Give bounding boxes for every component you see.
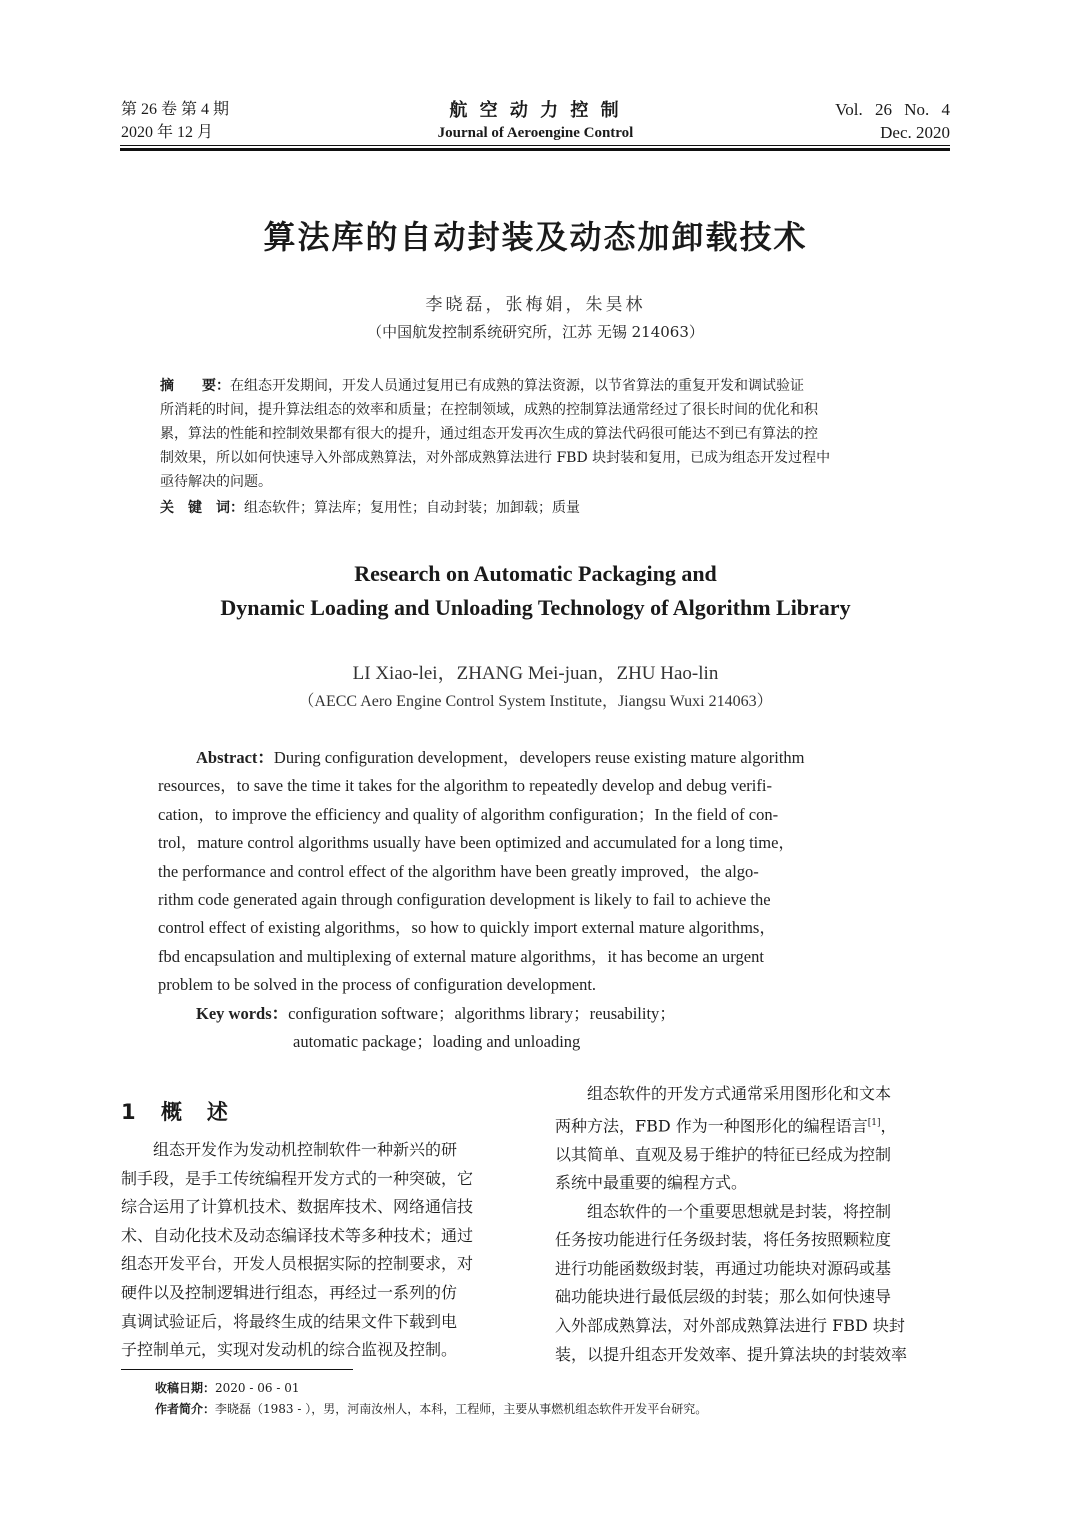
volume-issue-cn: 第 26 卷 第 4 期 [121,101,230,118]
abstract-cn-label: 摘 要： [160,378,230,394]
body-line: 入外部成熟算法，对外部成熟算法进行 FBD 块封 [555,1316,905,1336]
body-line: 组态软件的一个重要思想就是封装，将控制 [587,1201,892,1221]
body-line: 子控制单元，实现对发动机的综合监视及控制。 [121,1340,458,1360]
authors-en: LI Xiao-lei，ZHANG Mei-juan，ZHU Hao-lin [352,663,719,684]
abstract-en-line: resources，to save the time it takes for the algorithm to repeatedly develop and debug verifi- [158,776,772,796]
journal-name-en: Journal of Aeroengine Control [437,125,634,141]
received-date: 2020 - 06 - 01 [215,1381,300,1395]
abstract-en-line: the performance and control effect of the algorithm have been greatly improved，the algo- [158,861,759,881]
abstract-en-line: fbd encapsulation and multiplexing of external mature algorithms，it has become an urgent [158,946,764,966]
body-line: 组态开发平台，开发人员根据实际的控制要求，对 [121,1254,474,1274]
body-line: 硬件以及控制逻辑进行组态，再经过一系列的仿 [121,1282,458,1302]
received-label: 收稿日期： [155,1381,216,1395]
title-en-line2: Dynamic Loading and Unloading Technology of Algorithm Library [220,595,851,620]
affiliation-en: （AECC Aero Engine Control System Institute，Jiangsu Wuxi 214063） [298,693,773,710]
keywords-cn: 组态软件；算法库；复用性；自动封装；加卸载；质量 [244,500,580,516]
header-rule-top [120,145,950,146]
section-number: 1 [121,1100,136,1124]
body-line: 础功能块进行最低层级的封装；那么如何快速导 [555,1287,892,1307]
header-rule-bottom [120,148,950,151]
footnote-author [155,1399,707,1419]
abstract-en-label: Abstract： [196,748,274,767]
abstract-en-line: cation，to improve the efficiency and quality of algorithm configuration；In the field of con- [158,804,779,824]
abstract-cn-line: 所消耗的时间，提升算法组态的效率和质量；在控制领域，成熟的控制算法通常经过了很长时间的优化和积 [160,402,818,418]
right-column: 组态软件的开发方式通常采用图形化和文本 两种方法，FBD 作为一种图形化的编程语言[1]， 以其简单、直观及易于维护的特征已经成为控制 系统中最重要的编程方式。 组态软件的一个重要思想就是封装，将控制 任务按功能进行任务级封装，将任务按照颗粒度 进行功能函数级封装，再通过功能块对源码或基 础功能块进行最低层级的封装；那么如何快速导 入外部成熟算法，对外部成熟算法进行 FBD 块封 装，以提升组态开发效率、提升算法块的封装效率 [555,1080,951,1369]
keywords-en-label: Key words： [196,1003,289,1023]
body-line: 组态软件的开发方式通常采用图形化和文本 [587,1084,892,1103]
body-line: 综合运用了计算机技术、数据库技术、网络通信技 [121,1197,474,1217]
title-cn: 算法库的自动封装及动态加卸载技术 [263,218,808,256]
abstract-en-line: control effect of existing algorithms，so how to quickly import external mature algorithms， [158,918,776,938]
date-cn: 2020 年 12 月 [121,124,214,141]
author-bio-label: 作者简介： [155,1402,216,1416]
footnote-rule [121,1369,353,1370]
abstract-en-line: trol，mature control algorithms usually have been optimized and accumulated for a long time， [158,833,795,853]
body-line: 以其简单、直观及易于维护的特征已经成为控制 [555,1144,892,1164]
keywords-cn-label: 关 键 词： [160,500,244,516]
abstract-cn-line: 制效果，所以如何快速导入外部成熟算法，对外部成熟算法进行 FBD 块封装和复用，已成为组态开发过程中 [160,450,831,466]
title-en-line1: Research on Automatic Packaging and [354,561,717,586]
body-line: 组态开发作为发动机控制软件一种新兴的研 [153,1140,458,1159]
section-title: 概 述 [160,1100,230,1124]
abstract-en-line: rithm code generated again through configuration development is likely to fail to achieve the [158,890,771,910]
author-bio: 李晓磊（1983 - ），男，河南汝州人，本科，工程师，主要从事燃机组态软件开发平台研究。 [215,1402,708,1416]
abstract-en [158,744,914,1056]
abstract-en-line: During configuration development，developers reuse existing mature algorithm [273,748,805,767]
body-line: 进行功能函数级封装，再通过功能块对源码或基 [555,1258,892,1278]
section-heading [121,1096,230,1126]
affiliation-cn: （中国航发控制系统研究所，江苏 无锡 214063） [367,323,704,341]
abstract-cn [160,374,915,520]
abstract-cn-line: 累，算法的性能和控制效果都有很大的提升，通过组态开发再次生成的算法代码很可能达不到已有算法的控 [160,426,818,442]
body-line: 系统中最重要的编程方式。 [555,1173,748,1193]
body-line: 任务按功能进行任务级封装，将任务按照颗粒度 [555,1230,892,1250]
abstract-cn-line: 在组态开发期间，开发人员通过复用已有成熟的算法资源，以节省算法的重复开发和调试验证 [230,378,804,394]
footnote-received [155,1378,299,1398]
body-line: 制手段，是手工传统编程开发方式的一种突破，它 [121,1168,474,1188]
volume-issue-en: Vol. 26 No. 4 [835,100,950,119]
keywords-en-line2: automatic package；loading and unloading [293,1032,581,1052]
left-column [121,1136,519,1365]
body-line: 真调试验证后，将最终生成的结果文件下载到电 [121,1311,458,1331]
body-line: 装，以提升组态开发效率、提升算法块的封装效率 [555,1344,908,1364]
citation: [1] [867,1117,881,1128]
keywords-en-line1: configuration software；algorithms library；reusability； [288,1003,676,1023]
journal-name-cn: 航 空 动 力 控 制 [449,100,622,121]
date-en: Dec. 2020 [880,123,950,142]
abstract-en-line: problem to be solved in the process of configuration development. [158,975,597,995]
abstract-cn-line: 亟待解决的问题。 [160,474,272,490]
body-line: 术、自动化技术及动态编译技术等多种技术；通过 [121,1225,474,1245]
authors-cn: 李晓磊，张梅娟，朱昊林 [425,295,646,315]
body-line: 两种方法，FBD 作为一种图形化的编程语言 [555,1115,868,1135]
